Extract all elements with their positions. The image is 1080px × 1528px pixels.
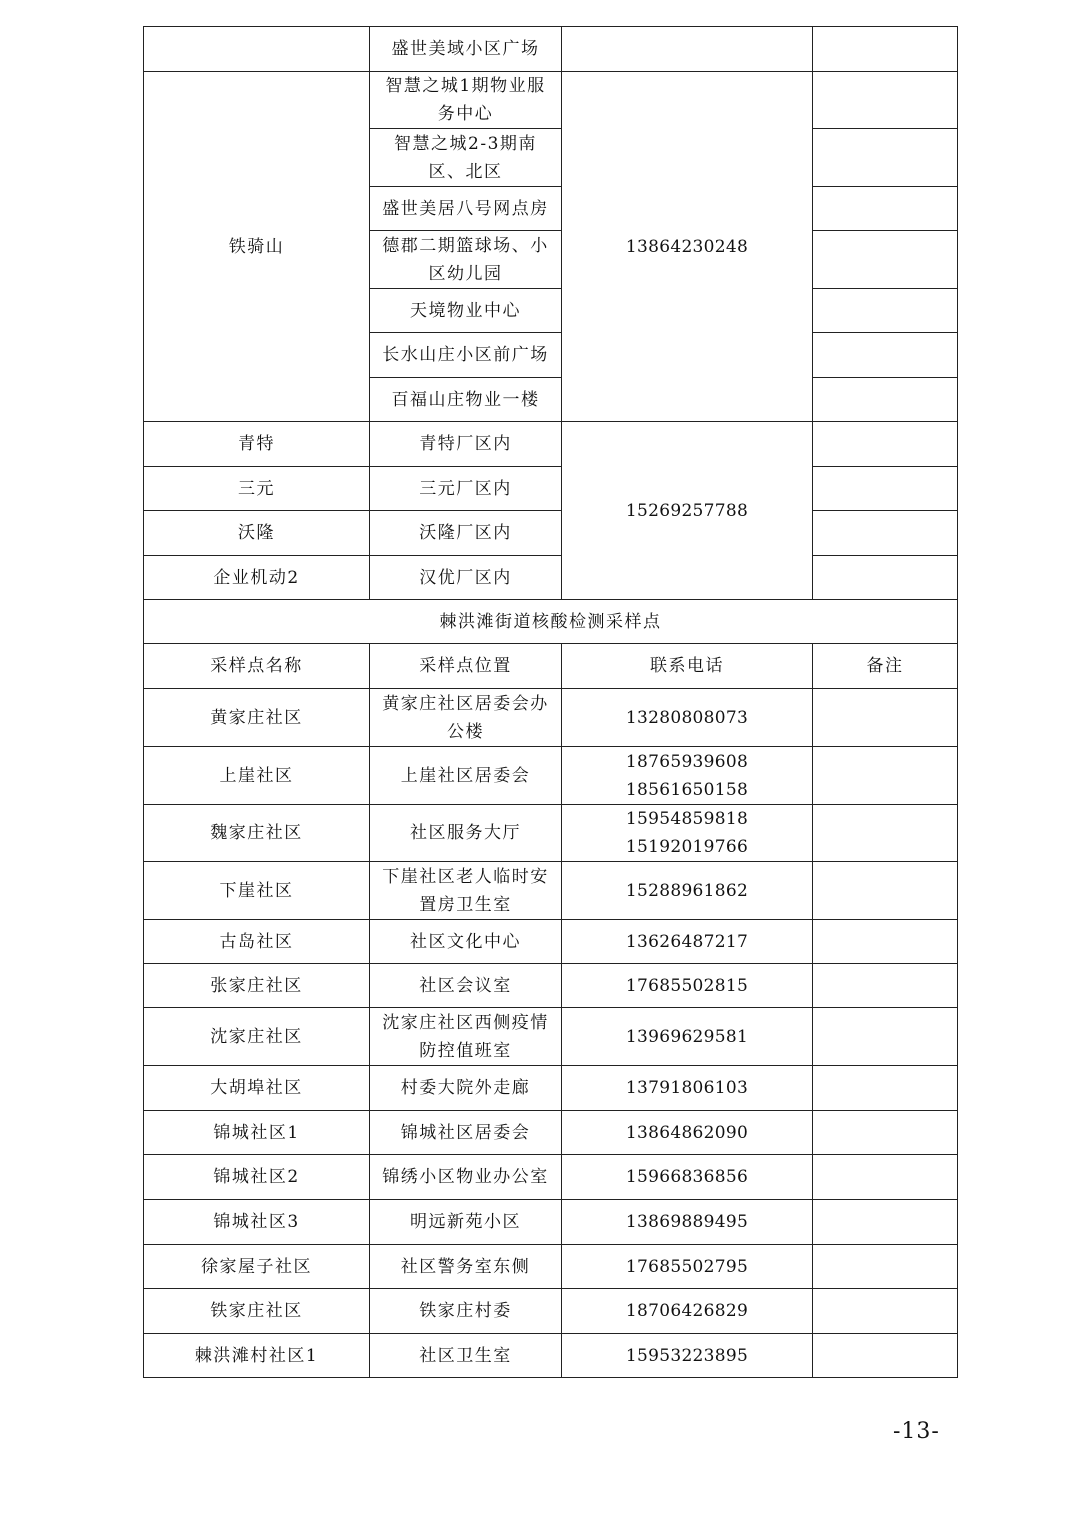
phone-cell	[562, 1155, 813, 1200]
table-row	[144, 1111, 958, 1155]
note-cell	[813, 556, 958, 600]
phone-number: 15966836856	[625, 1167, 749, 1187]
phone-cell	[562, 862, 813, 920]
note-cell	[813, 862, 958, 920]
site-location-cell: 社区警务室东侧	[370, 1245, 562, 1289]
phone-number: 17685502815	[625, 975, 749, 996]
site-location-cell: 村委大院外走廊	[370, 1066, 562, 1111]
table-row	[144, 805, 958, 862]
table-row	[144, 1008, 958, 1066]
site-name-cell: 张家庄社区	[144, 964, 370, 1008]
site-name-cell: 锦城社区2	[144, 1155, 370, 1200]
site-name-cell: 沃隆	[144, 511, 370, 556]
site-name-cell: 魏家庄社区	[144, 805, 370, 862]
phone-cell: 13864230248	[562, 72, 813, 422]
site-location-cell: 百福山庄物业一楼	[370, 378, 562, 422]
phone-cell	[562, 689, 813, 747]
section-title: 棘洪滩街道核酸检测采样点	[144, 600, 958, 644]
site-location-cell: 青特厂区内	[370, 422, 562, 467]
site-location-cell: 沃隆厂区内	[370, 511, 562, 556]
site-location-cell: 汉优厂区内	[370, 556, 562, 600]
phone-number: 18765939608	[625, 751, 749, 772]
note-cell	[813, 378, 958, 422]
site-name-cell: 企业机动2	[144, 556, 370, 600]
note-cell	[813, 1334, 958, 1378]
phone-number: 13626487217	[625, 931, 749, 952]
note-cell	[813, 129, 958, 187]
note-cell	[813, 231, 958, 289]
section-title-row	[144, 600, 958, 644]
site-name-cell: 青特	[144, 422, 370, 467]
note-cell	[813, 1111, 958, 1155]
site-location-cell: 社区文化中心	[370, 920, 562, 964]
column-header: 采样点位置	[370, 644, 562, 689]
site-location-cell: 社区会议室	[370, 964, 562, 1008]
phone-cell	[562, 1111, 813, 1155]
site-location-cell: 沈家庄社区西侧疫情防控值班室	[370, 1008, 562, 1066]
note-cell	[813, 1200, 958, 1245]
site-location-cell: 社区卫生室	[370, 1334, 562, 1378]
phone-number: 18706426829	[625, 1301, 749, 1321]
phone-number: 13869889495	[625, 1212, 749, 1232]
note-cell	[813, 805, 958, 862]
site-location-cell: 锦城社区居委会	[370, 1111, 562, 1155]
phone-cell	[562, 747, 813, 805]
phone-number: 13791806103	[625, 1078, 749, 1098]
site-name-cell: 下崖社区	[144, 862, 370, 920]
sampling-table-body	[144, 27, 958, 1378]
phone-cell	[562, 964, 813, 1008]
page-number: -13-	[893, 1419, 940, 1444]
note-cell	[813, 27, 958, 72]
site-name-cell: 黄家庄社区	[144, 689, 370, 747]
phone-cell: 15269257788	[562, 422, 813, 600]
phone-cell	[562, 1245, 813, 1289]
table-row	[144, 1245, 958, 1289]
phone-cell	[562, 1289, 813, 1334]
table-row	[144, 862, 958, 920]
site-location-cell: 盛世美域小区广场	[370, 27, 562, 72]
site-name-cell: 锦城社区1	[144, 1111, 370, 1155]
site-name-cell: 棘洪滩村社区1	[144, 1334, 370, 1378]
site-location-cell: 天境物业中心	[370, 289, 562, 333]
note-cell	[813, 467, 958, 511]
note-cell	[813, 1008, 958, 1066]
note-cell	[813, 333, 958, 378]
phone-cell	[562, 920, 813, 964]
note-cell	[813, 964, 958, 1008]
phone-cell	[562, 805, 813, 862]
site-location-cell: 德郡二期篮球场、小区幼儿园	[370, 231, 562, 289]
column-header: 备注	[813, 644, 958, 689]
table-row	[144, 1066, 958, 1111]
phone-number: 15288961862	[625, 880, 749, 901]
site-location-cell: 社区服务大厅	[370, 805, 562, 862]
site-name-cell	[144, 27, 370, 72]
table-row	[144, 27, 958, 72]
site-name-cell: 铁骑山	[144, 72, 370, 422]
note-cell	[813, 689, 958, 747]
phone-number: 18561650158	[625, 779, 749, 800]
table-row	[144, 747, 958, 805]
table-row	[144, 964, 958, 1008]
phone-number: 15192019766	[625, 837, 749, 857]
table-row	[144, 1155, 958, 1200]
phone-cell	[562, 1066, 813, 1111]
site-name-cell: 三元	[144, 467, 370, 511]
phone-cell	[562, 27, 813, 72]
site-location-cell: 上崖社区居委会	[370, 747, 562, 805]
phone-number: 15953223895	[625, 1345, 749, 1366]
sampling-table	[143, 26, 958, 1378]
table-row	[144, 467, 958, 511]
site-name-cell: 古岛社区	[144, 920, 370, 964]
site-name-cell: 徐家屋子社区	[144, 1245, 370, 1289]
site-name-cell: 沈家庄社区	[144, 1008, 370, 1066]
note-cell	[813, 289, 958, 333]
note-cell	[813, 1066, 958, 1111]
site-location-cell: 长水山庄小区前广场	[370, 333, 562, 378]
note-cell	[813, 1289, 958, 1334]
phone-cell	[562, 1334, 813, 1378]
column-header: 采样点名称	[144, 644, 370, 689]
site-location-cell: 黄家庄社区居委会办公楼	[370, 689, 562, 747]
phone-number: 15954859818	[625, 809, 749, 829]
column-header: 联系电话	[562, 644, 813, 689]
site-location-cell: 盛世美居八号网点房	[370, 187, 562, 231]
site-location-cell: 下崖社区老人临时安置房卫生室	[370, 862, 562, 920]
site-name-cell: 铁家庄社区	[144, 1289, 370, 1334]
note-cell	[813, 511, 958, 556]
site-location-cell: 明远新苑小区	[370, 1200, 562, 1245]
table-row	[144, 422, 958, 467]
phone-number: 13280808073	[625, 707, 749, 728]
header-row	[144, 644, 958, 689]
note-cell	[813, 187, 958, 231]
site-name-cell: 锦城社区3	[144, 1200, 370, 1245]
note-cell	[813, 747, 958, 805]
phone-cell	[562, 1200, 813, 1245]
table-row	[144, 556, 958, 600]
note-cell	[813, 72, 958, 129]
note-cell	[813, 1245, 958, 1289]
site-location-cell: 智慧之城2-3期南区、北区	[370, 129, 562, 187]
site-name-cell: 上崖社区	[144, 747, 370, 805]
table-row	[144, 511, 958, 556]
note-cell	[813, 1155, 958, 1200]
site-location-cell: 铁家庄村委	[370, 1289, 562, 1334]
table-row	[144, 1200, 958, 1245]
note-cell	[813, 920, 958, 964]
site-location-cell: 三元厂区内	[370, 467, 562, 511]
phone-number: 17685502795	[625, 1256, 749, 1277]
site-name-cell: 大胡埠社区	[144, 1066, 370, 1111]
site-location-cell: 锦绣小区物业办公室	[370, 1155, 562, 1200]
table-row	[144, 72, 958, 129]
note-cell	[813, 422, 958, 467]
phone-number: 13969629581	[625, 1026, 749, 1047]
table-row	[144, 920, 958, 964]
phone-cell	[562, 1008, 813, 1066]
table-row	[144, 1334, 958, 1378]
table-row	[144, 1289, 958, 1334]
table-row	[144, 689, 958, 747]
phone-number: 13864862090	[625, 1122, 749, 1143]
site-location-cell: 智慧之城1期物业服务中心	[370, 72, 562, 129]
